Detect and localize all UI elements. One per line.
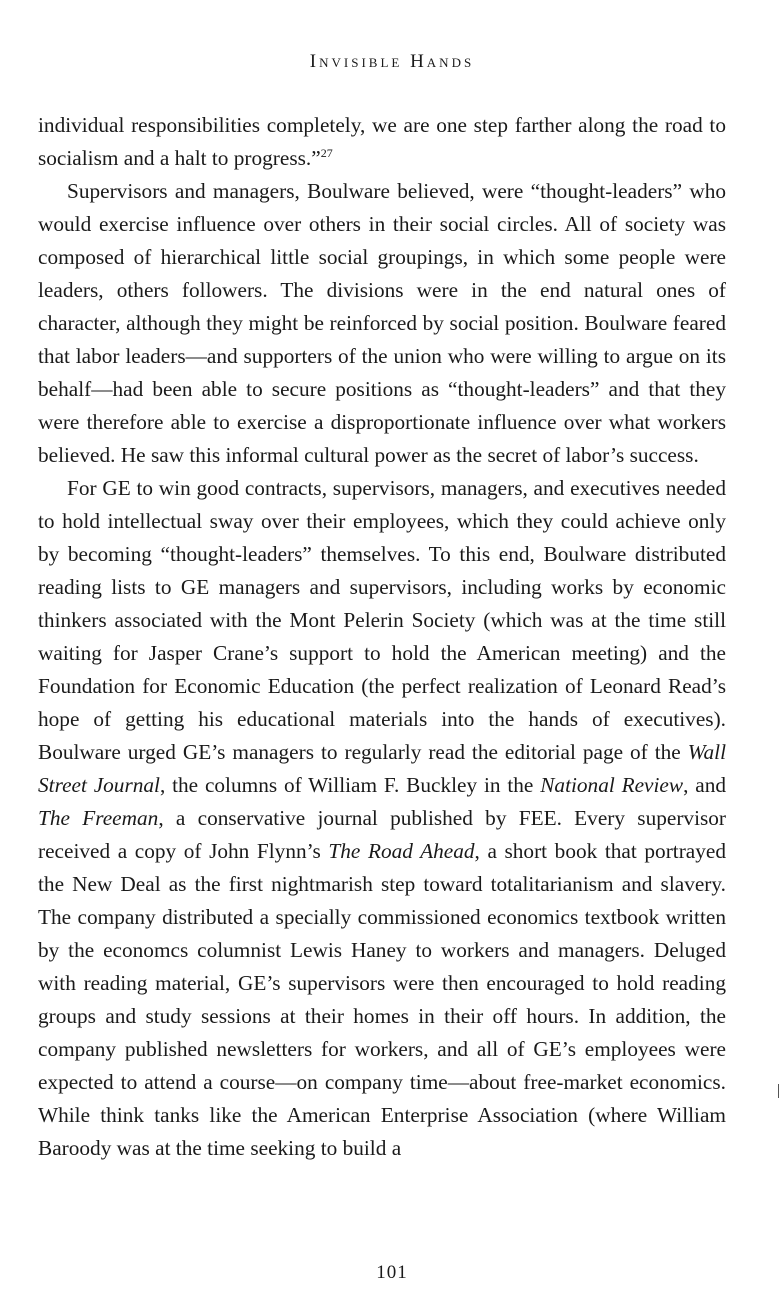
- text-segment: , a short book that portrayed the New Deal as the first nightmarish step toward totalitarianism and slavery. The company distributed a specially commissioned economics textbook written by the economcs columnist Lewis Haney to workers and managers. Deluged with reading material, GE’s supervisors were then encouraged to hold reading groups and study sessions at their homes in their off hours. In addition, the company published newsletters for workers, and all of GE’s employees were expected to attend a course—on company time—about free-market economics. While think tanks like the American Enterprise Association (where William Baroody was at the time seeking to build a: [38, 839, 726, 1160]
- running-head: Invisible Hands: [309, 51, 475, 72]
- page-number: 101: [376, 1262, 408, 1283]
- body-text: [38, 109, 726, 1165]
- title-the-freeman: The Freeman: [38, 806, 159, 830]
- footnote-ref-27[interactable]: 27: [320, 146, 333, 160]
- paragraph: [38, 175, 726, 472]
- title-national-review: National Review: [540, 773, 684, 797]
- paragraph: [38, 472, 726, 1165]
- text-segment: , the columns of William F. Buckley in the: [159, 773, 541, 797]
- text-segment: , and: [683, 773, 726, 797]
- scan-edge-mark: [778, 1084, 779, 1098]
- text-segment: , a conservative journal published by FEE. Every supervisor received a copy of John Flynn’s: [38, 806, 727, 863]
- text-segment: Supervisors and managers, Boulware believed, were “thought-leaders” who would exercise influence over others in their social circles. All of society was composed of hierarchical little social groupings, in which some people were leaders, others followers. The divisions were in the end natural ones of character, although they might be reinforced by social position. Boulware feared that labor leaders—and supporters of the union who were willing to argue on its behalf—had been able to secure positions as “thought-leaders” and that they were therefore able to exercise a disproportionate influence over what workers believed. He saw this informal cultural power as the secret of labor’s success.: [38, 179, 726, 467]
- text-segment: For GE to win good contracts, supervisors, managers, and executives needed to hold intellectual sway over their employees, which they could achieve only by becoming “thought-leaders” themselves. To this end, Boulware distributed reading lists to GE managers and supervisors, including works by economic thinkers associated with the Mont Pelerin Society (which was at the time still waiting for Jasper Crane’s support to hold the American meeting) and the Foundation for Economic Education (the perfect realization of Leonard Read’s hope of getting his educational materials into the hands of executives). Boulware urged GE’s managers to regularly read the editorial page of the: [38, 476, 726, 764]
- paragraph: [38, 109, 726, 175]
- title-the-road-ahead: The Road Ahead: [328, 839, 475, 863]
- title-wall-street-journal: Wall Street Journal: [38, 740, 726, 797]
- text-segment: individual responsibilities completely, we are one step farther along the road to socialism and a halt to progress.”: [38, 113, 726, 170]
